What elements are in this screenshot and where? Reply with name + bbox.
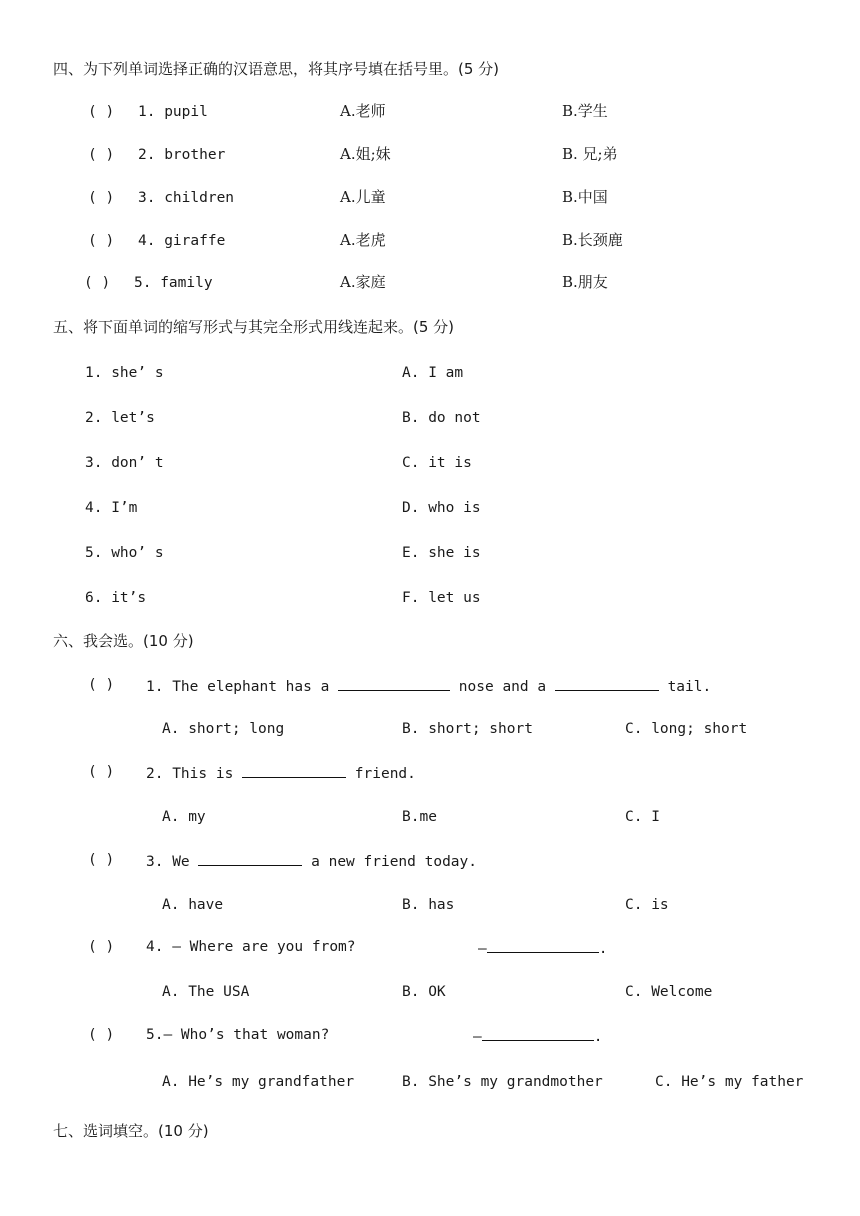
option-a: A.老师 [340,102,386,120]
option-a[interactable]: A. have [162,897,224,913]
answer-paren[interactable]: ( ) [88,104,115,120]
question-5: 5.— Who’s that woman? [146,1027,330,1043]
contraction-3[interactable]: 3. don’ t [85,455,164,471]
answer-period: . [598,941,608,957]
option-b[interactable]: B. She’s my grandmother [402,1074,603,1090]
answer-paren[interactable]: ( ) [88,147,115,163]
contraction-5[interactable]: 5. who’ s [85,545,164,561]
option-c[interactable]: C. is [625,897,669,913]
contraction-2[interactable]: 2. let’s [85,410,155,426]
word: 5. family [134,275,213,291]
answer-blank[interactable] [198,850,302,866]
question-text: nose and a [458,679,547,695]
option-a[interactable]: A. The USA [162,984,250,1000]
answer-paren[interactable]: ( ) [88,852,115,868]
question-text: tail. [667,679,712,695]
option-a: A.家庭 [340,273,386,291]
option-c[interactable]: C. He’s my father [655,1074,804,1090]
question-2 [146,762,416,784]
answer-4 [478,937,607,959]
section4-title: 四、为下列单词选择正确的汉语意思，将其序号填在括号里。(5 分) [53,60,500,78]
option-a: A.姐;妹 [340,145,391,163]
question-text: 2. This is [146,766,234,782]
option-b[interactable]: B.me [402,809,437,825]
option-b[interactable]: B. OK [402,984,446,1000]
answer-blank[interactable] [242,762,346,778]
option-a: A.儿童 [340,188,386,206]
option-b: B. 兄;弟 [562,145,618,163]
full-form-f[interactable]: F. let us [402,590,481,606]
question-text: a new friend today. [311,854,477,870]
word: 1. pupil [138,104,208,120]
question-3 [146,850,477,872]
question-text: friend. [354,766,416,782]
section5-title: 五、将下面单词的缩写形式与其完全形式用线连起来。(5 分) [53,318,455,336]
option-b[interactable]: B. has [402,897,455,913]
section7-title: 七、选词填空。(10 分) [53,1122,209,1140]
contraction-1[interactable]: 1. she’ s [85,365,164,381]
option-c[interactable]: C. I [625,809,660,825]
word: 3. children [138,190,235,206]
option-c[interactable]: C. Welcome [625,984,713,1000]
answer-blank[interactable] [555,675,659,691]
answer-paren[interactable]: ( ) [88,233,115,249]
option-b: B.朋友 [562,273,608,291]
answer-paren[interactable]: ( ) [88,939,115,955]
word: 2. brother [138,147,226,163]
full-form-d[interactable]: D. who is [402,500,481,516]
option-b: B.长颈鹿 [562,231,623,249]
full-form-c[interactable]: C. it is [402,455,472,471]
option-a[interactable]: A. short; long [162,721,285,737]
option-b: B.学生 [562,102,608,120]
option-b: B.中国 [562,188,608,206]
option-a[interactable]: A. my [162,809,206,825]
full-form-a[interactable]: A. I am [402,365,464,381]
answer-dash: — [473,1029,482,1045]
answer-blank[interactable] [482,1025,594,1041]
answer-paren[interactable]: ( ) [88,677,115,693]
option-a: A.老虎 [340,231,386,249]
answer-paren[interactable]: ( ) [88,1027,115,1043]
contraction-6[interactable]: 6. it’s [85,590,147,606]
contraction-4[interactable]: 4. I’m [85,500,138,516]
answer-blank[interactable] [338,675,450,691]
option-b[interactable]: B. short; short [402,721,533,737]
answer-paren[interactable]: ( ) [88,190,115,206]
answer-period: . [593,1029,603,1045]
answer-paren[interactable]: ( ) [84,275,111,291]
question-text: 3. We [146,854,190,870]
answer-5 [473,1025,602,1047]
question-text: 1. The elephant has a [146,679,330,695]
section6-title: 六、我会选。(10 分) [53,632,194,650]
option-a[interactable]: A. He’s my grandfather [162,1074,355,1090]
question-4: 4. — Where are you from? [146,939,356,955]
option-c[interactable]: C. long; short [625,721,748,737]
answer-dash: — [478,941,487,957]
word: 4. giraffe [138,233,226,249]
full-form-e[interactable]: E. she is [402,545,481,561]
full-form-b[interactable]: B. do not [402,410,481,426]
answer-blank[interactable] [487,937,599,953]
answer-paren[interactable]: ( ) [88,764,115,780]
question-1 [146,675,711,697]
